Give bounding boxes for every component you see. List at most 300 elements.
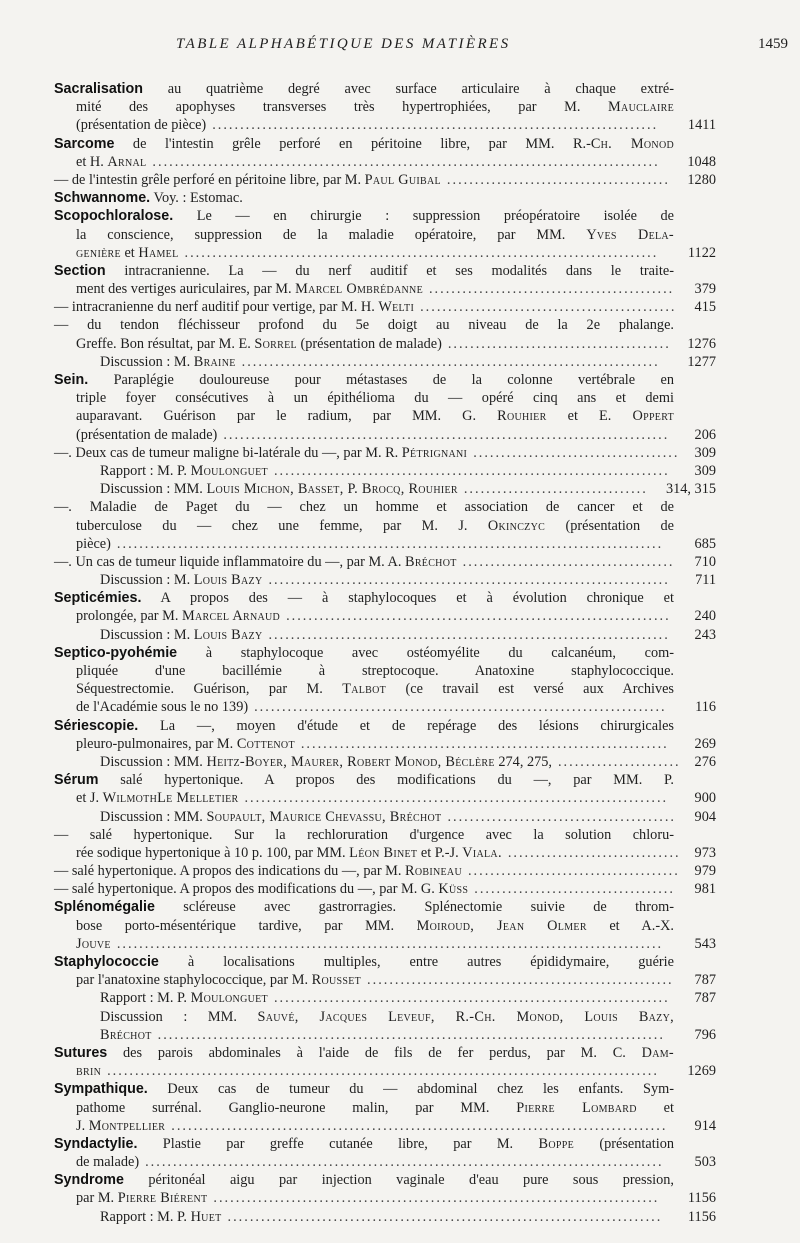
- author-name: Léon Binet: [349, 844, 418, 861]
- index-line-text: [54, 644, 674, 662]
- entry-text: tuberculose du — chez une femme, par M. J.: [76, 517, 488, 534]
- index-line-text: [76, 844, 502, 862]
- entry-text: de malade): [76, 1154, 140, 1171]
- entry-text: scléreuse avec gastrorragies. Splénectomie suivie de throm-: [154, 899, 674, 916]
- author-name: Braine: [193, 353, 236, 370]
- index-line-text: [100, 626, 262, 644]
- entry-text: — du tendon fléchisseur profond du 5e doigt au niveau de la 2e phalange.: [54, 317, 674, 334]
- index-line: [54, 444, 800, 462]
- page-reference: 309: [694, 462, 716, 479]
- entry-text: Discussion : MM.: [100, 808, 207, 825]
- page-reference: 503: [694, 1154, 716, 1171]
- index-line: [100, 1208, 800, 1226]
- index-line-text: [54, 371, 674, 389]
- entry-text: la conscience, suppression de la maladie opératoire, par MM.: [76, 226, 587, 243]
- entry-text: ment des vertiges auriculaires, par M.: [76, 281, 296, 298]
- page-reference: 309: [694, 444, 716, 461]
- entry-text: —. Deux cas de tumeur maligne bi-latérale du —, par M. R.: [54, 444, 402, 461]
- page-reference: 543: [694, 935, 716, 952]
- author-name: Arnal: [107, 153, 147, 170]
- entry-text: de l'Académie sous le no 139): [76, 699, 249, 716]
- entry-text: par l'anatoxine staphylococcique, par M.: [76, 972, 312, 989]
- page-reference: 1276: [687, 335, 716, 352]
- author-name: Wilmoth: [102, 790, 158, 807]
- entry-text: et E.: [546, 408, 633, 425]
- page-reference: 240: [694, 608, 716, 625]
- entry-text: Greffe. Bon résultat, par M. E.: [76, 335, 255, 352]
- author-name: Paul Guibal: [364, 171, 441, 188]
- author-name: Bréchot: [100, 1026, 152, 1043]
- author-name: Moulonguet: [190, 462, 268, 479]
- index-line-text: [100, 1026, 152, 1044]
- author-name: Küss: [438, 881, 469, 898]
- index-line: [76, 1189, 800, 1207]
- entry-text: intracranienne. La — du nerf auditif et ses modalités dans le traite-: [105, 262, 674, 279]
- entry-text: 274, 275,: [494, 753, 552, 770]
- index-line-text: [54, 826, 674, 844]
- page-reference: 1048: [687, 153, 716, 170]
- index-line: [76, 698, 800, 716]
- entry-text: (ce travail est versé aux Archives: [386, 681, 674, 698]
- index-line: [54, 644, 800, 662]
- entry-text: — salé hypertonique. A propos des indications du —, par M.: [54, 863, 406, 880]
- entry-heading: Schwannome.: [54, 190, 151, 207]
- index-line-text: [54, 189, 243, 207]
- index-line: [54, 826, 800, 844]
- page-reference: 379: [694, 281, 716, 298]
- author-name: Rouhier: [497, 408, 547, 425]
- leader-dots: .........................................................................................: [171, 1117, 668, 1134]
- author-name: Yves Dela-: [586, 226, 674, 243]
- author-name: Marcel Arnaud: [182, 608, 281, 625]
- index-line-text: [76, 1153, 139, 1171]
- index-line: [54, 1044, 800, 1062]
- entry-heading: Syndrome: [54, 1172, 124, 1189]
- index-line-text: [100, 989, 268, 1007]
- author-name: Oppert: [632, 408, 674, 425]
- index-line: [76, 1062, 800, 1080]
- index-line: [54, 1080, 800, 1098]
- page-reference: 1156: [687, 1190, 716, 1207]
- index-line: [100, 626, 800, 644]
- entry-text: mité des apophyses transverses très hypertrophiées, par M.: [76, 99, 609, 116]
- index-line-text: [100, 753, 552, 771]
- index-line-text: [76, 735, 295, 753]
- entry-text: salé hypertonique. A propos des modifications du —, par MM. P.: [98, 772, 674, 789]
- index-line: [76, 844, 800, 862]
- index-line: [54, 771, 800, 789]
- author-name: Boppe: [538, 1135, 574, 1152]
- entry-heading: Septico-pyohémie: [54, 644, 178, 661]
- index-line: [54, 553, 800, 571]
- leader-dots: ..........................................................................: [254, 699, 667, 716]
- index-line-text: [54, 717, 674, 735]
- page-reference: 973: [694, 844, 716, 861]
- index-line: [54, 589, 800, 607]
- entry-text: et J.: [76, 790, 103, 807]
- index-line-text: [54, 880, 468, 898]
- entry-text: au quatrième degré avec surface articulaire à chaque extré-: [143, 81, 674, 97]
- entry-text: et: [120, 244, 139, 261]
- index-line-text: [100, 353, 236, 371]
- index-line-text: [76, 280, 423, 298]
- running-header: [0, 36, 800, 58]
- index-line-text: [54, 553, 457, 571]
- entry-heading: Septicémies.: [54, 590, 142, 607]
- entry-text: — salé hypertonique. A propos des modifications du —, par M. G.: [54, 881, 439, 898]
- index-line-text: [54, 589, 674, 607]
- leader-dots: ..............................................................................: [227, 1208, 663, 1225]
- entry-text: des parois abdominales à l'aide de fils de fer perdus, par M. C.: [107, 1044, 642, 1061]
- index-line: [76, 116, 800, 134]
- index-line-text: [76, 971, 361, 989]
- entry-text: Discussion : MM.: [100, 1008, 258, 1025]
- index-line-text: [54, 1080, 674, 1098]
- index-line-text: [76, 98, 674, 116]
- index-line-text: [54, 80, 674, 98]
- entry-text: — salé hypertonique. Sur la rechloruration d'urgence avec la solution chloru-: [54, 826, 674, 843]
- entry-text: Discussion : MM.: [100, 481, 207, 498]
- index-line-text: [76, 789, 238, 807]
- entry-text: Séquestrectomie. Guérison, par M.: [76, 681, 343, 698]
- entry-text: prolongée, par M.: [76, 608, 183, 625]
- entry-text: triple foyer consécutives à un épithélioma du — opéré cinq ans et demi: [76, 390, 674, 407]
- entry-text: péritonéal aigu par injection vaginale d'eau pure sous pression,: [123, 1172, 674, 1189]
- entry-heading: Sympathique.: [54, 1081, 148, 1098]
- entry-heading: Sarcome: [54, 135, 115, 152]
- index-line: [54, 298, 800, 316]
- index-line: [54, 207, 800, 225]
- entry-text: et A.-X.: [586, 917, 674, 934]
- page-reference: 904: [694, 808, 716, 825]
- leader-dots: .....................................................................: [286, 608, 671, 625]
- index-line: [100, 989, 800, 1007]
- author-name: Pierre Biérent: [117, 1190, 208, 1207]
- page-reference: 276: [694, 753, 716, 770]
- entry-text: Discussion : M.: [100, 572, 194, 589]
- entry-heading: Sacralisation: [54, 81, 143, 97]
- index-line-text: [76, 244, 179, 262]
- index-line: [76, 971, 800, 989]
- index-line: [76, 98, 800, 116]
- leader-dots: .....................................................................................: [184, 244, 659, 261]
- index-line-text: [76, 1189, 207, 1207]
- index-line: [76, 917, 800, 935]
- index-line: [76, 407, 800, 425]
- index-line: [76, 789, 800, 807]
- author-name: Cottenot: [236, 735, 295, 752]
- leader-dots: ..................................................................................................: [116, 535, 664, 552]
- author-name: Pétrignani: [401, 444, 468, 461]
- index-line: [54, 316, 800, 334]
- index-line: [100, 1008, 800, 1026]
- entry-text: pathome surrénal. Ganglio-neurone malin, par MM.: [76, 1099, 517, 1116]
- index-line-text: [54, 444, 467, 462]
- leader-dots: ............................................................................: [244, 790, 669, 807]
- page-reference: 914: [694, 1117, 716, 1134]
- index-line: [76, 426, 800, 444]
- author-name: Bréchot: [405, 553, 457, 570]
- index-line-text: [54, 1171, 674, 1189]
- index-line: [76, 935, 800, 953]
- index-line: [54, 898, 800, 916]
- index-line-text: [76, 116, 206, 134]
- index-entries: [0, 80, 800, 1226]
- entry-text: Rapport : M. P.: [100, 990, 191, 1007]
- author-name: Mauclaire: [608, 99, 674, 116]
- index-line: [76, 1099, 800, 1117]
- entry-text: (présentation de malade): [76, 426, 218, 443]
- page-reference: 1156: [687, 1208, 716, 1225]
- leader-dots: ...........................................................................: [241, 353, 660, 370]
- author-name: Heitz-Boyer, Maurer, Robert Monod, Béclère: [206, 753, 495, 770]
- leader-dots: .....................................: [473, 444, 680, 461]
- leader-dots: ........................................................................: [268, 572, 670, 589]
- page-reference: 685: [694, 535, 716, 552]
- index-line-text: [100, 1008, 674, 1026]
- author-name: Louis Bazy: [193, 572, 263, 589]
- index-line-text: [76, 426, 217, 444]
- index-line-text: [54, 262, 674, 280]
- author-name: Moulonguet: [190, 990, 268, 1007]
- entry-text: et P.-J.: [417, 844, 463, 861]
- author-name: Le Melletier: [157, 790, 239, 807]
- entry-text: (présentation de malade): [296, 335, 442, 352]
- page-reference: 979: [694, 863, 716, 880]
- leader-dots: .......................................................................: [273, 990, 670, 1007]
- index-line: [54, 862, 800, 880]
- entry-text: pliquée d'une bacillémie à streptocoque. Anatoxine staphylococcique.: [76, 663, 674, 679]
- leader-dots: ......................................: [462, 553, 675, 570]
- index-line: [100, 571, 800, 589]
- leader-dots: .................................: [463, 481, 648, 498]
- entry-heading: Splénomégalie: [54, 899, 155, 916]
- entry-text: bose porto-mésentérique tardive, par MM.: [76, 917, 417, 934]
- leader-dots: ......................: [557, 753, 681, 770]
- index-line-text: [54, 135, 674, 153]
- entry-text: pièce): [76, 535, 111, 552]
- index-line-text: [100, 462, 268, 480]
- author-name: Jouve: [76, 935, 111, 952]
- leader-dots: ....................................: [474, 881, 675, 898]
- page-reference: 314, 315: [665, 481, 716, 498]
- page-reference: 796: [694, 1026, 716, 1043]
- index-line: [100, 1026, 800, 1044]
- entry-heading: Staphylococcie: [54, 954, 159, 970]
- entry-text: (présentation de: [545, 517, 674, 534]
- index-line-text: [54, 316, 674, 334]
- leader-dots: ...........................................................................................: [157, 1026, 665, 1043]
- entry-text: A propos des — à staphylocoques et à évolution chronique et: [141, 590, 674, 607]
- header-title: TABLE ALPHABÉTIQUE DES MATIÈRES: [176, 36, 511, 52]
- entry-text: Plastie par greffe cutanée libre, par M.: [137, 1135, 539, 1152]
- page-reference: 1122: [687, 244, 716, 261]
- author-name: Robineau: [405, 863, 462, 880]
- page-reference: 243: [694, 626, 716, 643]
- entry-heading: Sein.: [54, 372, 89, 388]
- author-name: Hamel: [138, 244, 179, 261]
- page-reference: 711: [695, 572, 716, 589]
- entry-text: à staphylocoque avec ostéomyélite du calcanéum, com-: [177, 644, 674, 661]
- author-name: Soupault, Maurice Chevassu, Bréchot: [206, 808, 442, 825]
- author-name: Sauvé, Jacques Leveuf, R.-Ch. Monod, Louis Bazy,: [257, 1008, 674, 1025]
- author-name: genière: [76, 244, 121, 261]
- leader-dots: .......................................................: [367, 972, 674, 989]
- author-name: Talbot: [342, 681, 387, 698]
- index-line-text: [100, 1208, 222, 1226]
- entry-text: Voy. : Estomac.: [150, 190, 243, 207]
- author-name: Sorrel: [254, 335, 297, 352]
- author-name: brin: [76, 1063, 102, 1080]
- entry-text: Discussion : M.: [100, 353, 194, 370]
- author-name: Ch. Monod: [590, 135, 674, 152]
- leader-dots: ................................................................................: [213, 1190, 660, 1207]
- entry-heading: Sérum: [54, 772, 99, 789]
- author-name: Marcel Ombrédanne: [295, 281, 423, 298]
- index-line-text: [54, 953, 674, 971]
- index-line: [76, 607, 800, 625]
- leader-dots: ..................................................................................................: [116, 935, 664, 952]
- author-name: Huet: [190, 1208, 222, 1225]
- index-line-text: [76, 1062, 101, 1080]
- index-line-text: [76, 517, 674, 535]
- leader-dots: ...................................................................................................: [107, 1063, 659, 1080]
- index-line: [100, 480, 800, 498]
- entry-text: La —, moyen d'étude et de repérage des lésions chirurgicales: [138, 717, 674, 734]
- leader-dots: ..................................................................: [300, 735, 669, 752]
- entry-text: de l'intestin grêle perforé en péritoine libre, par MM. R.-: [114, 135, 591, 152]
- entry-text: Rapport : M. P.: [100, 1208, 191, 1225]
- index-line-text: [54, 862, 462, 880]
- index-line-text: [76, 535, 111, 553]
- leader-dots: ......................................: [467, 863, 680, 880]
- index-line: [54, 135, 800, 153]
- index-line-text: [76, 335, 442, 353]
- leader-dots: ..............................................: [420, 299, 677, 316]
- leader-dots: ........................................................................: [268, 626, 670, 643]
- entry-text: par M.: [76, 1190, 118, 1207]
- index-line-text: [76, 698, 248, 716]
- index-line-text: [76, 662, 674, 680]
- index-line: [54, 880, 800, 898]
- entry-text: Le — en chirurgie : suppression préopératoire isolée de: [173, 208, 674, 225]
- index-line: [54, 189, 800, 207]
- index-line-text: [100, 808, 441, 826]
- index-line: [54, 953, 800, 971]
- page-reference: 710: [694, 553, 716, 570]
- index-line-text: [76, 389, 674, 407]
- leader-dots: ........................................: [446, 171, 670, 188]
- leader-dots: ...........................................................................................: [152, 153, 660, 170]
- index-line-text: [76, 917, 674, 935]
- index-line-text: [54, 1044, 674, 1062]
- index-line: [54, 1135, 800, 1153]
- entry-text: — de l'intestin grêle perforé en péritoine libre, par M.: [54, 171, 365, 188]
- index-line: [76, 535, 800, 553]
- index-line-text: [76, 226, 674, 244]
- index-line: [76, 244, 800, 262]
- entry-heading: Sériescopie.: [54, 717, 139, 734]
- index-line: [76, 280, 800, 298]
- index-line-text: [76, 1117, 165, 1135]
- entry-text: pleuro-pulmonaires, par M.: [76, 735, 237, 752]
- leader-dots: .......................................................................: [273, 462, 670, 479]
- index-line: [54, 498, 800, 516]
- page-reference: 900: [694, 790, 716, 807]
- entry-text: rée sodique hypertonique à 10 p. 100, par MM.: [76, 844, 350, 861]
- index-line: [76, 735, 800, 753]
- index-line: [76, 680, 800, 698]
- entry-heading: Syndactylie.: [54, 1135, 138, 1152]
- index-line-text: [54, 1135, 674, 1153]
- author-name: Viala.: [462, 844, 502, 861]
- entry-text: —. Un cas de tumeur liquide inflammatoire du —, par M. A.: [54, 553, 405, 570]
- leader-dots: ........................................: [447, 335, 671, 352]
- index-line-text: [76, 680, 674, 698]
- index-line: [54, 262, 800, 280]
- index-line: [76, 153, 800, 171]
- author-name: Louis Bazy: [193, 626, 263, 643]
- index-line: [76, 662, 800, 680]
- entry-text: — intracranienne du nerf auditif pour vertige, par M. H.: [54, 299, 379, 316]
- entry-text: Paraplégie douloureuse pour métastases de la colonne vertébrale en: [88, 372, 674, 388]
- index-line: [100, 808, 800, 826]
- page-reference: 787: [694, 990, 716, 1007]
- index-line: [54, 371, 800, 389]
- entry-text: à localisations multiples, entre autres épididymaire, guérie: [158, 954, 674, 970]
- entry-text: J.: [76, 1117, 89, 1134]
- page-reference: 1277: [687, 353, 716, 370]
- index-line-text: [76, 607, 280, 625]
- entry-heading: Section: [54, 262, 106, 279]
- index-line-text: [100, 571, 262, 589]
- page-reference: 1269: [687, 1063, 716, 1080]
- entry-text: et H.: [76, 153, 108, 170]
- index-line-text: [54, 298, 414, 316]
- entry-text: (présentation: [574, 1135, 674, 1152]
- entry-text: (présentation de pièce): [76, 117, 207, 134]
- index-line: [100, 753, 800, 771]
- author-name: Okinczyc: [487, 517, 546, 534]
- index-line: [100, 353, 800, 371]
- entry-text: Rapport : M. P.: [100, 462, 191, 479]
- page-reference: 116: [695, 699, 716, 716]
- entry-text: Discussion : M.: [100, 626, 194, 643]
- leader-dots: .........................................: [447, 808, 676, 825]
- entry-text: et: [636, 1099, 674, 1116]
- author-name: Louis Michon, Basset, P. Brocq, Rouhier: [206, 481, 458, 498]
- page-reference: 981: [694, 881, 716, 898]
- index-line-text: [54, 771, 674, 789]
- index-line: [54, 171, 800, 189]
- page-reference: 1411: [687, 117, 716, 134]
- index-line-text: [76, 1099, 674, 1117]
- entry-text: Discussion : MM.: [100, 753, 207, 770]
- author-name: Welti: [378, 299, 415, 316]
- index-line: [54, 717, 800, 735]
- page-reference: 1280: [687, 171, 716, 188]
- entry-text: —. Maladie de Paget du — chez un homme et association de cancer et de: [54, 499, 674, 516]
- index-line: [100, 462, 800, 480]
- index-line: [76, 335, 800, 353]
- leader-dots: ................................................................................: [212, 117, 659, 134]
- author-name: Moiroud, Jean Olmer: [416, 917, 587, 934]
- index-line-text: [76, 935, 111, 953]
- index-line-text: [76, 407, 674, 425]
- author-name: Pierre Lombard: [516, 1099, 637, 1116]
- page-reference: 415: [694, 299, 716, 316]
- page-reference: 269: [694, 735, 716, 752]
